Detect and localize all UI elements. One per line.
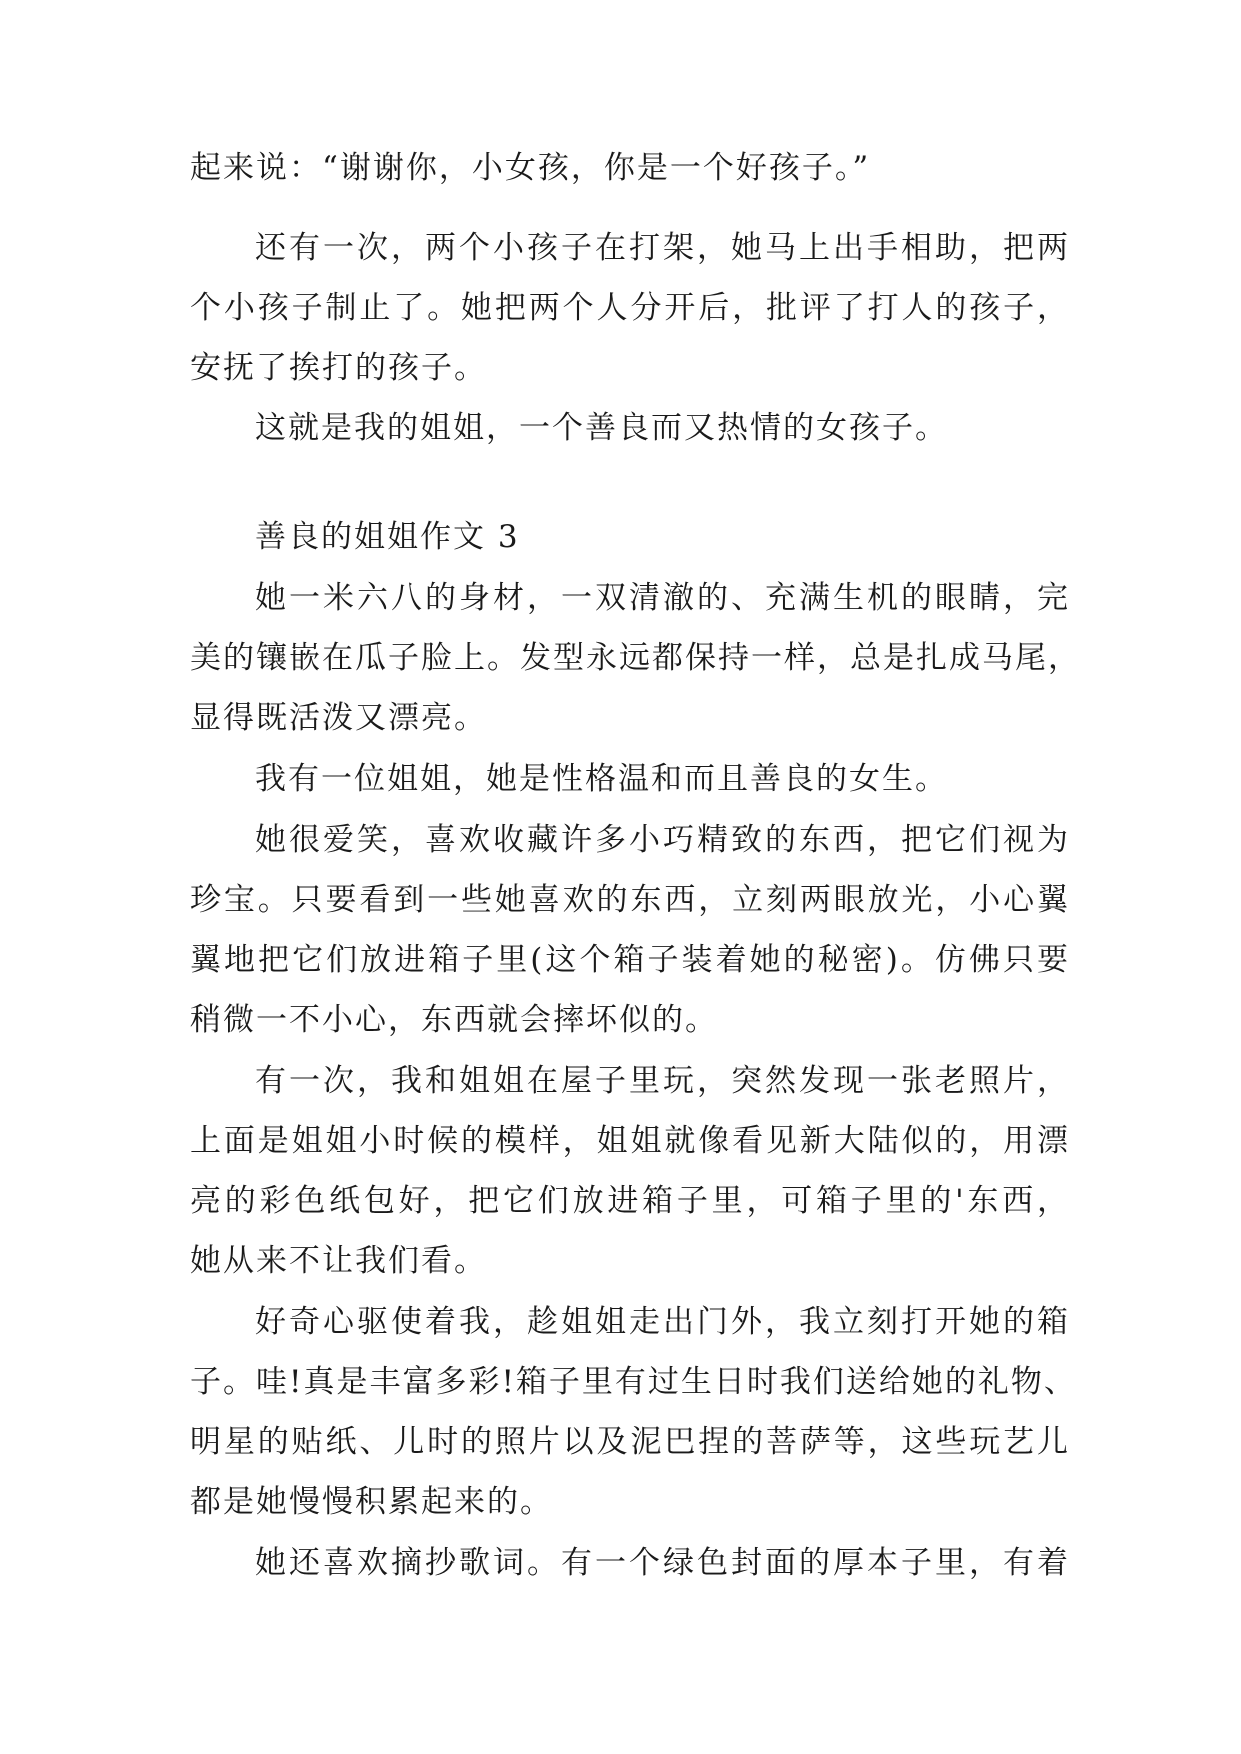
text-line: 子。哇!真是丰富多彩!箱子里有过生日时我们送给她的礼物、 xyxy=(190,1364,1077,1400)
text-line: 安抚了挨打的孩子。 xyxy=(190,350,487,386)
paragraph-first-line: 她很爱笑，喜欢收藏许多小巧精致的东西，把它们视为 xyxy=(255,822,1070,858)
text-line: 她从来不让我们看。 xyxy=(190,1243,487,1279)
paragraph-first-line: 有一次，我和姐姐在屋子里玩，突然发现一张老照片， xyxy=(255,1063,1070,1099)
text-line: 美的镶嵌在瓜子脸上。发型永远都保持一样，总是扎成马尾， xyxy=(190,640,1081,676)
text-line: 翼地把它们放进箱子里(这个箱子装着她的秘密)。仿佛只要 xyxy=(190,942,1070,978)
text-line: 珍宝。只要看到一些她喜欢的东西，立刻两眼放光，小心翼 xyxy=(190,882,1070,918)
paragraph-first-line: 还有一次，两个小孩子在打架，她马上出手相助，把两 xyxy=(255,230,1070,266)
text-line: 明星的贴纸、儿时的照片以及泥巴捏的菩萨等，这些玩艺儿 xyxy=(190,1424,1070,1460)
paragraph-first-line: 她还喜欢摘抄歌词。有一个绿色封面的厚本子里，有着 xyxy=(255,1545,1070,1581)
paragraph-first-line: 她一米六八的身材，一双清澈的、充满生机的眼睛，完 xyxy=(255,580,1070,616)
text-line: 起来说：“谢谢你，小女孩，你是一个好孩子。” xyxy=(190,150,871,186)
paragraph-first-line: 我有一位姐姐，她是性格温和而且善良的女生。 xyxy=(255,761,948,797)
paragraph-first-line: 这就是我的姐姐，一个善良而又热情的女孩子。 xyxy=(255,410,948,446)
text-line: 上面是姐姐小时候的模样，姐姐就像看见新大陆似的，用漂 xyxy=(190,1123,1070,1159)
text-line: 亮的彩色纸包好，把它们放进箱子里，可箱子里的'东西， xyxy=(190,1183,1070,1219)
text-line: 稍微一不小心，东西就会摔坏似的。 xyxy=(190,1002,718,1038)
text-line: 都是她慢慢积累起来的。 xyxy=(190,1484,553,1520)
section-heading: 善良的姐姐作文 3 xyxy=(255,519,520,555)
text-line: 显得既活泼又漂亮。 xyxy=(190,700,487,736)
paragraph-first-line: 好奇心驱使着我，趁姐姐走出门外，我立刻打开她的箱 xyxy=(255,1304,1070,1340)
text-line: 个小孩子制止了。她把两个人分开后，批评了打人的孩子， xyxy=(190,290,1070,326)
